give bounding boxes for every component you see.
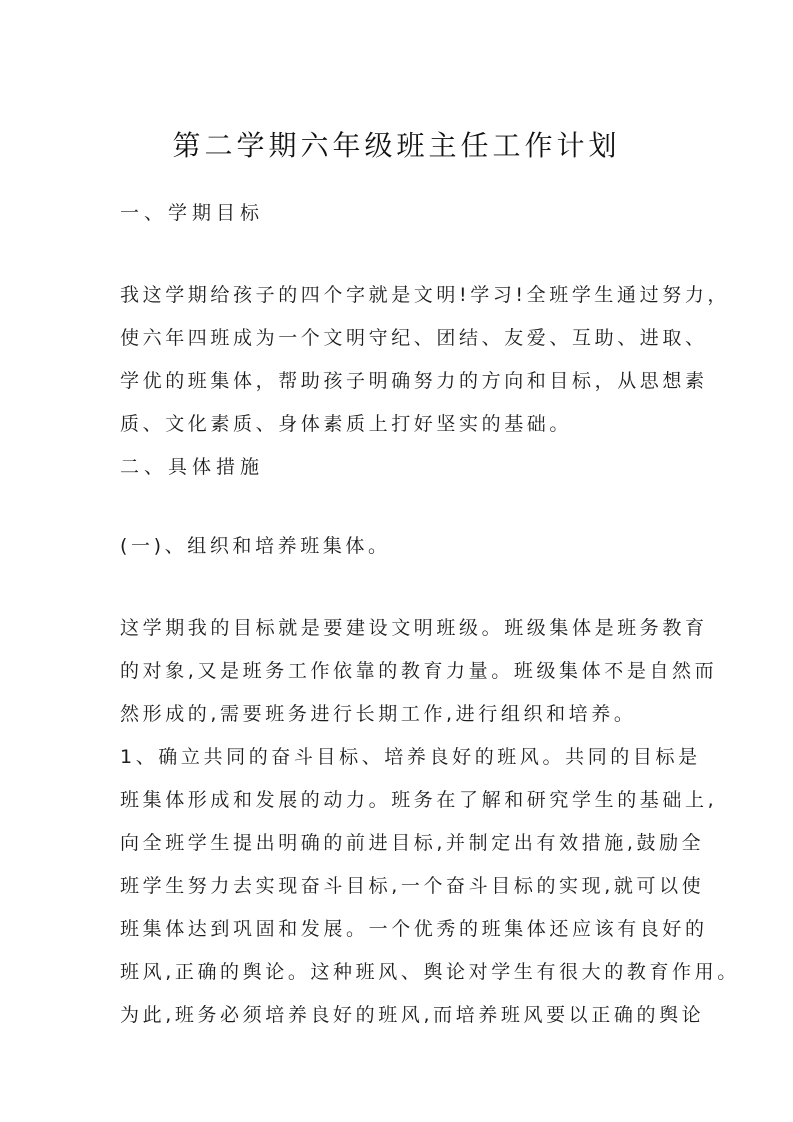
list-item-line: 为此,班务必须培养良好的班风,而培养班风要以正确的舆论: [120, 1004, 705, 1026]
paragraph-line: 使六年四班成为一个文明守纪、团结、友爱、互助、进取、: [120, 327, 708, 349]
list-item-line: 班集体达到巩固和发展。一个优秀的班集体还应该有良好的: [120, 918, 708, 940]
paragraph-line: 然形成的,需要班务进行长期工作,进行组织和培养。: [120, 703, 637, 725]
list-item-line: 班集体形成和发展的动力。班务在了解和研究学生的基础上,: [120, 789, 718, 811]
list-item-line: 班学生努力去实现奋斗目标,一个奋斗目标的实现,就可以使: [120, 875, 705, 897]
list-item-line: 班风,正确的舆论。这种班风、舆论对学生有很大的教育作用。: [120, 961, 740, 983]
section-heading-semester-goals: 一、学期目标: [120, 202, 265, 224]
paragraph-line: 这学期我的目标就是要建设文明班级。班级集体是班务教育: [120, 617, 708, 639]
list-item-line: 向全班学生提出明确的前进目标,并制定出有效措施,鼓励全: [120, 832, 705, 854]
paragraph-line: 质、文化素质、身体素质上打好坚实的基础。: [120, 413, 573, 435]
paragraph-line: 学优的班集体，帮助孩子明确努力的方向和目标，从思想素: [120, 370, 708, 392]
paragraph-line: 我这学期给孩子的四个字就是文明!学习!全班学生通过努力，: [120, 284, 731, 306]
section-heading-measures: 二、具体措施: [120, 456, 265, 478]
list-item-line: 1、确立共同的奋斗目标、培养良好的班风。共同的目标是: [120, 746, 701, 768]
subsection-heading-organize-class: (一)、组织和培养班集体。: [120, 535, 391, 557]
paragraph-line: 的对象,又是班务工作依靠的教育力量。班级集体不是自然而: [120, 660, 718, 682]
document-title: 第二学期六年级班主任工作计划: [172, 129, 621, 162]
